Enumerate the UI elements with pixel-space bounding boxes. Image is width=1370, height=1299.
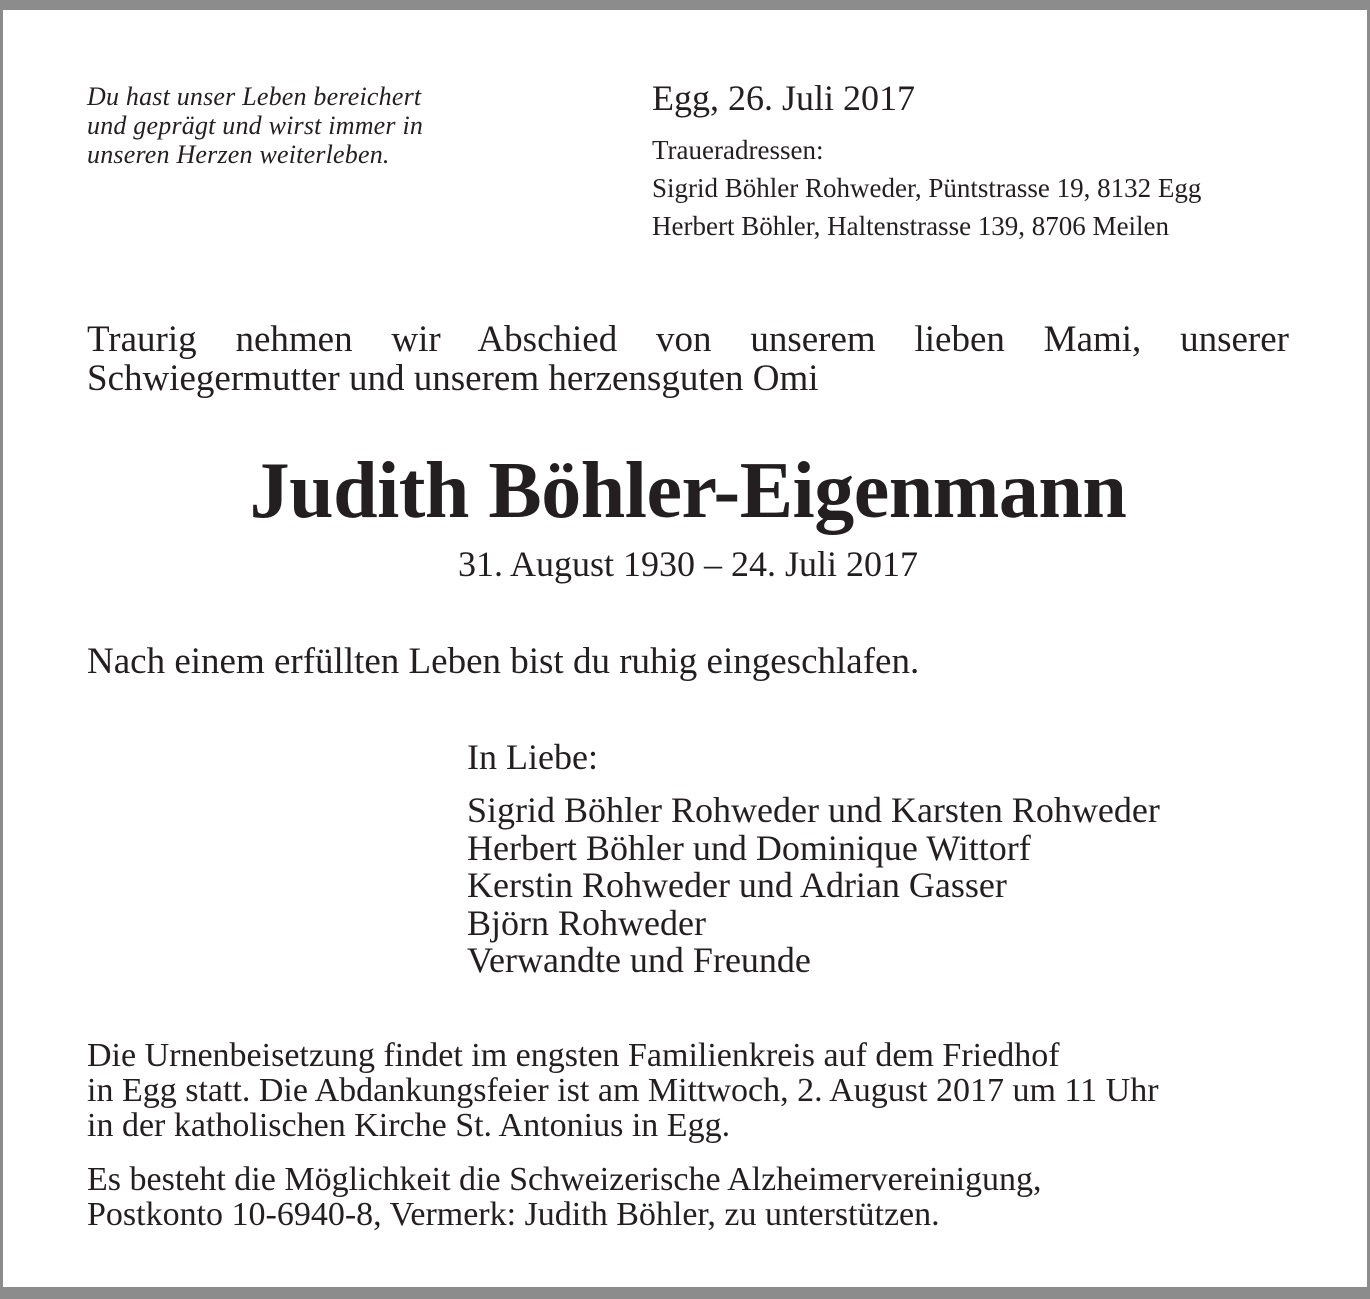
donation-line: Postkonto 10-6940-8, Vermerk: Judith Böhler, zu unterstützen.: [87, 1196, 940, 1233]
intro-line: Schwiegermutter und unserem herzensguten Omi: [87, 358, 819, 399]
address-line: Sigrid Böhler Rohweder, Püntstrasse 19, 8132 Egg: [652, 173, 1202, 203]
addresses-label: Traueradressen:: [652, 135, 824, 165]
motto-line: unseren Herzen weiterleben.: [87, 140, 390, 169]
mourner-line: Kerstin Rohweder und Adrian Gasser: [467, 865, 1007, 905]
address-line: Herbert Böhler, Haltenstrasse 139, 8706 Meilen: [652, 211, 1170, 241]
deceased-name: Judith Böhler-Eigenmann: [249, 447, 1127, 535]
mourner-line: Sigrid Böhler Rohweder und Karsten Rohweder: [467, 790, 1160, 830]
intro-line: Traurig nehmen wir Abschied von unserem lieben Mami, unserer: [87, 319, 1289, 360]
intro-text: [87, 320, 1289, 398]
burial-info: [87, 1038, 1289, 1143]
mourners-list: [467, 792, 1160, 980]
farewell-text: Nach einem erfüllten Leben bist du ruhig eingeschlafen.: [87, 641, 920, 682]
burial-line: in Egg statt. Die Abdankungsfeier ist am Mittwoch, 2. August 2017 um 11 Uhr: [87, 1072, 1159, 1109]
mourner-line: Verwandte und Freunde: [467, 940, 811, 980]
burial-line: in der katholischen Kirche St. Antonius in Egg.: [87, 1107, 731, 1144]
burial-line: Die Urnenbeisetzung findet im engsten Familienkreis auf dem Friedhof: [87, 1037, 1060, 1074]
motto-quote: [87, 82, 507, 169]
donation-info: [87, 1162, 1289, 1232]
motto-line: Du hast unser Leben bereichert: [87, 82, 422, 111]
place-date: Egg, 26. Juli 2017: [652, 78, 916, 118]
mourning-addresses: [652, 131, 1201, 245]
mourner-line: Herbert Böhler und Dominique Wittorf: [467, 827, 1031, 868]
mourner-line: Björn Rohweder: [467, 902, 706, 943]
life-dates: 31. August 1930 – 24. Juli 2017: [457, 544, 919, 584]
motto-line: und geprägt und wirst immer in: [87, 111, 424, 140]
mourners-intro: In Liebe:: [467, 737, 598, 777]
donation-line: Es besteht die Möglichkeit die Schweizerische Alzheimervereinigung,: [87, 1161, 1042, 1198]
